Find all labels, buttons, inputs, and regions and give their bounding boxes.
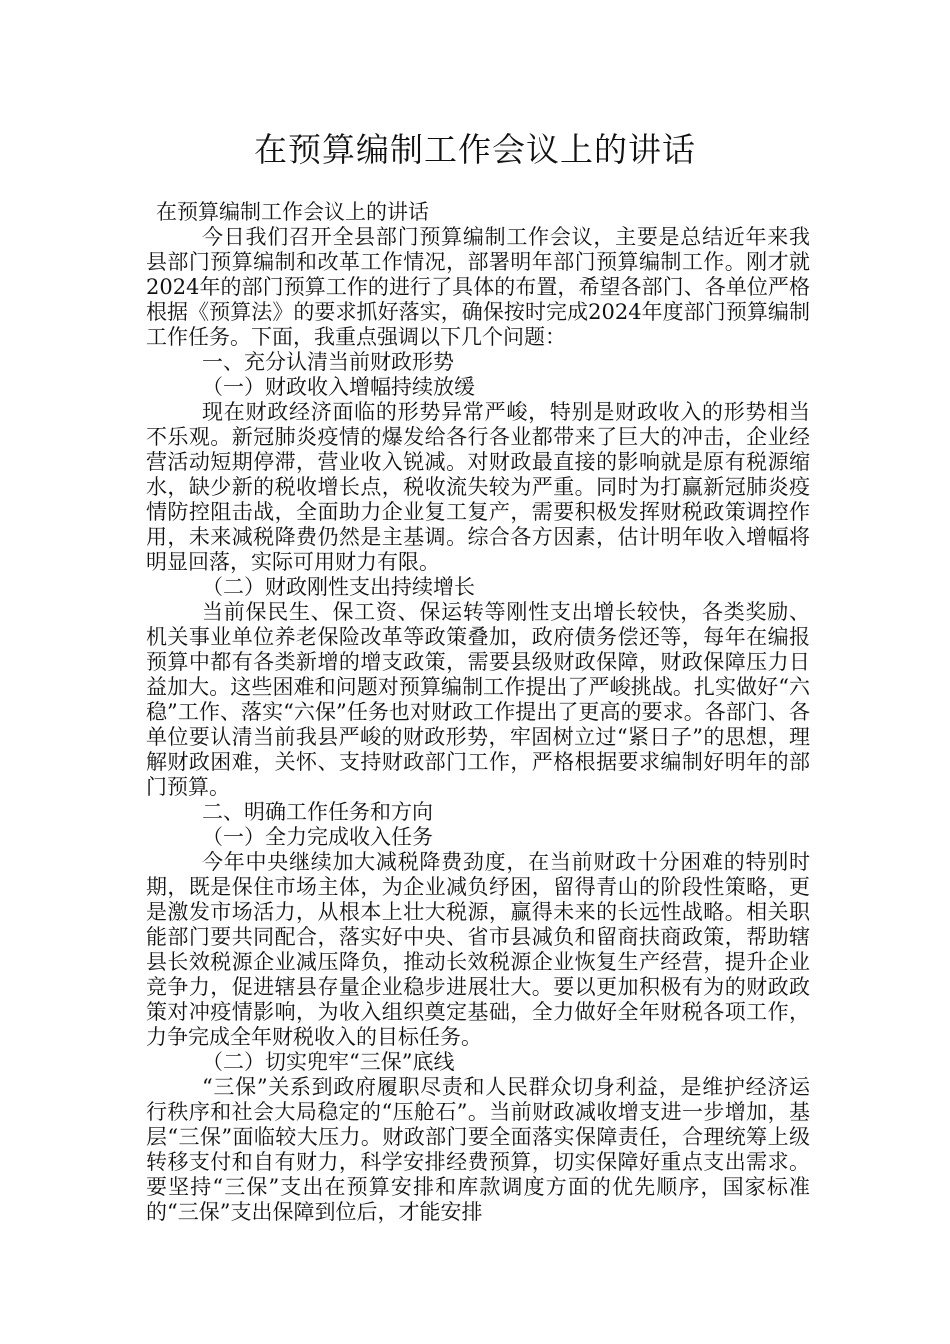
section-heading-2: 二、明确工作任务和方向 [202,800,433,824]
document-body [146,200,810,1225]
paragraph-2-2: “三保”关系到政府履职尽责和人民群众切身利益，是维护经济运行秩序和社会大局稳定的“压舱石”。当前财政减收增支进一步增加，基层“三保”面临较大压力。财政部门要全面落实保障责任，合理统筹上级转移支付和自有财力，科学安排经费预算，切实保障好重点支出需求。要坚持“三保”支出在预算安排和库款调度方面的优先顺序，国家标准的“三保”支出保障到位后，才能安排 [146,1075,810,1224]
subsection-heading-1-1: （一）财政收入增幅持续放缓 [202,375,475,399]
paragraph-intro: 今日我们召开全县部门预算编制工作会议，主要是总结近年来我县部门预算编制和改革工作情况，部署明年部门预算编制工作。刚才就2024年的部门预算工作的进行了具体的布置，希望各部门、各单位严格根据《预算法》的要求抓好落实，确保按时完成2024年度部门预算编制工作任务。下面，我重点强调以下几个问题： [146,225,810,349]
paragraph-2-1: 今年中央继续加大减税降费劲度，在当前财政十分困难的特别时期，既是保住市场主体，为企业减负纾困，留得青山的阶段性策略，更是激发市场活力，从根本上壮大税源，赢得未来的长远性战略。相关职能部门要共同配合，落实好中央、省市县减负和留商扶商政策，帮助辖县长效税源企业减压降负，推动长效税源企业恢复生产经营，提升企业竞争力，促进辖县存量企业稳步进展壮大。要以更加积极有为的财政政策对冲疫情影响，为收入组织奠定基础，全力做好全年财税各项工作，力争完成全年财税收入的目标任务。 [146,850,810,1049]
subsection-heading-1-2: （二）财政刚性支出持续增长 [202,575,475,599]
paragraph-1-2: 当前保民生、保工资、保运转等刚性支出增长较快，各类奖励、机关事业单位养老保险改革等政策叠加，政府债务偿还等，每年在编报预算中都有各类新增的增支政策，需要县级财政保障，财政保障压力日益加大。这些困难和问题对预算编制工作提出了严峻挑战。扎实做好“六稳”工作、落实“六保”任务也对财政工作提出了更高的要求。各部门、各单位要认清当前我县严峻的财政形势，牢固树立过“紧日子”的思想，理解财政困难，关怀、支持财政部门工作，严格根据要求编制好明年的部门预算。 [146,600,810,799]
paragraph-1-1: 现在财政经济面临的形势异常严峻，特别是财政收入的形势相当不乐观。新冠肺炎疫情的爆发给各行各业都带来了巨大的冲击，企业经营活动短期停滞，营业收入锐减。对财政最直接的影响就是原有税源缩水，缺少新的税收增长点，税收流失较为严重。同时为打赢新冠肺炎疫情防控阻击战，全面助力企业复工复产，需要积极发挥财税政策调控作用，未来减税降费仍然是主基调。综合各方因素，估计明年收入增幅将明显回落，实际可用财力有限。 [146,400,810,574]
subsection-heading-2-1: （一）全力完成收入任务 [202,825,433,849]
document-subtitle: 在预算编制工作会议上的讲话 [156,200,429,224]
section-heading-1: 一、充分认清当前财政形势 [202,350,454,374]
page-title: 在预算编制工作会议上的讲话 [254,130,696,169]
subsection-heading-2-2: （二）切实兜牢“三保”底线 [202,1050,455,1074]
